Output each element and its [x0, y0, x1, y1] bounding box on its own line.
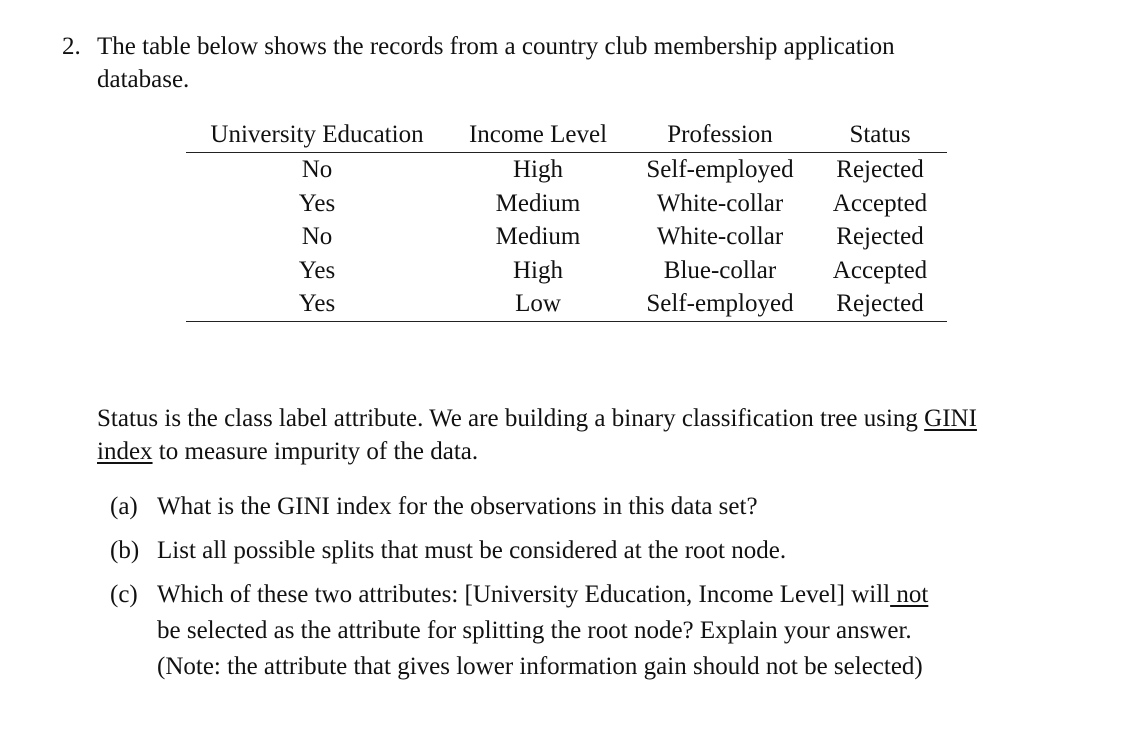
cell-status: Rejected — [813, 287, 948, 321]
cell-profession: Blue-collar — [663, 256, 777, 284]
subquestion-c-line-2: be selected as the attribute for splitting the root node? Explain your answer. — [157, 617, 912, 644]
cell-university-education: No — [301, 156, 333, 183]
subquestion-c-label: (c) — [110, 581, 138, 608]
cell-university-education: Yes — [298, 189, 336, 217]
cell-university-education: Yes — [298, 256, 336, 284]
question-number: 2. — [62, 33, 81, 60]
records-table — [186, 118, 947, 322]
cell-status: Accepted — [832, 189, 928, 217]
table-row — [186, 287, 947, 321]
cell-university-education: Yes — [186, 287, 449, 321]
header-income-level: Income Level — [449, 118, 628, 153]
cell-income-level: Medium — [495, 189, 581, 217]
not-underlined-term: not — [890, 581, 929, 608]
cell-profession: Self-employed — [646, 156, 794, 183]
gini-underlined-term: GINI — [924, 405, 977, 432]
question-intro-line-1: The table below shows the records from a country club membership application — [97, 33, 895, 60]
subquestion-c-line-3: (Note: the attribute that gives lower information gain should not be selected) — [157, 653, 923, 680]
table-row — [186, 254, 947, 288]
subquestion-c-line-1 — [157, 577, 928, 613]
cell-income-level: Medium — [495, 223, 581, 250]
table-row — [186, 187, 947, 221]
cell-income-level: High — [513, 156, 563, 183]
table-header-row — [186, 118, 947, 153]
cell-status: Rejected — [836, 223, 924, 250]
paragraph-line-2 — [97, 435, 478, 468]
header-profession: Profession — [628, 118, 813, 153]
cell-profession: Self-employed — [628, 287, 813, 321]
header-university-education: University Education — [186, 118, 449, 153]
cell-profession: White-collar — [656, 189, 784, 217]
cell-income-level: Low — [449, 287, 628, 321]
subquestion-a-label: (a) — [110, 493, 138, 520]
index-underlined-term: index — [97, 438, 153, 465]
table-row — [186, 220, 947, 254]
subquestion-a-text: What is the GINI index for the observations in this data set? — [157, 493, 758, 520]
header-status: Status — [813, 118, 948, 153]
cell-university-education: No — [301, 223, 333, 250]
paragraph-line-1 — [97, 402, 977, 435]
cell-income-level: High — [513, 256, 563, 284]
cell-status: Accepted — [832, 256, 928, 284]
subquestion-b-text: List all possible splits that must be considered at the root node. — [157, 537, 787, 564]
cell-profession: White-collar — [656, 223, 784, 250]
paragraph-line-1-text: Status is the class label attribute. We are building a binary classification tree using — [97, 405, 925, 432]
subquestion-b-label: (b) — [110, 537, 140, 564]
table-row — [186, 153, 947, 187]
question-intro-line-2: database. — [97, 66, 190, 93]
paragraph-line-2-text: to measure impurity of the data. — [152, 438, 479, 465]
subquestion-c-line-1-text: Which of these two attributes: [University Education, Income Level] will — [157, 581, 891, 608]
cell-status: Rejected — [836, 156, 924, 183]
